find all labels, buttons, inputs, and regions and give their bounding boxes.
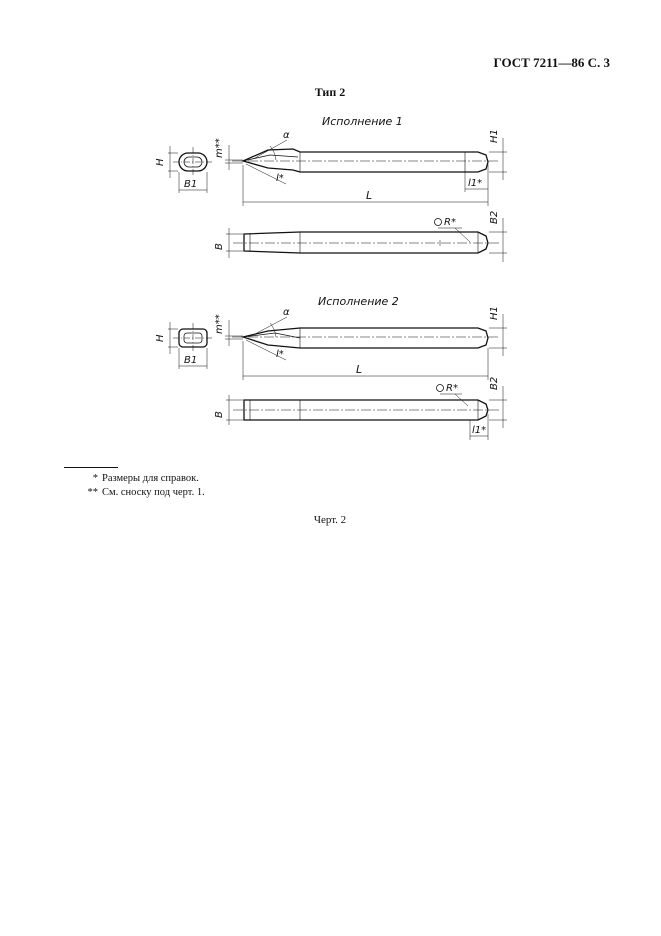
v1-side-view	[226, 218, 507, 262]
v2-label-B: B	[214, 411, 225, 418]
v2-label-R: R*	[446, 383, 458, 394]
v2-label-H1: H1	[489, 306, 500, 320]
v2-label-alpha: α	[283, 307, 290, 318]
v1-label-R: R*	[444, 217, 456, 228]
v1-label-l1: l1*	[468, 178, 483, 189]
v1-label-l: l*	[276, 173, 284, 184]
v2-top-view	[225, 314, 507, 380]
v2-label-l1: l1*	[472, 425, 487, 436]
page-header: ГОСТ 7211—86 С. 3	[493, 55, 610, 70]
v1-radius-circle-symbol	[435, 219, 442, 226]
v1-label-L: L	[366, 189, 373, 202]
footnote-1: * Размеры для справок.	[92, 473, 199, 484]
v1-label-H: H	[155, 158, 166, 166]
footnote-2: ** См. сноску под черт. 1.	[87, 487, 205, 498]
footnotes	[84, 472, 205, 500]
v1-label-B2: B2	[489, 210, 500, 224]
v1-label-B: B	[214, 243, 225, 250]
v2-label-H: H	[155, 334, 166, 342]
v2-label-m: m**	[214, 314, 225, 334]
v1-label-B1: B1	[184, 179, 198, 190]
v2-label-L: L	[356, 363, 363, 376]
v1-label-alpha: α	[283, 130, 290, 141]
v2-label-B2: B2	[489, 376, 500, 390]
technical-drawing	[0, 0, 661, 460]
v2-caption: Исполнение 2	[318, 295, 399, 308]
v2-label-l: l*	[276, 349, 284, 360]
v2-label-B1: B1	[184, 355, 198, 366]
footnote-rule	[64, 467, 118, 468]
v2-radius-circle-symbol	[437, 385, 444, 392]
v1-label-H1: H1	[489, 129, 500, 143]
v2-side-view	[226, 386, 507, 440]
figure-label: Черт. 2	[313, 514, 347, 526]
type-title: Тип 2	[314, 85, 346, 99]
v1-label-m: m**	[214, 138, 225, 158]
v1-caption: Исполнение 1	[322, 115, 403, 128]
